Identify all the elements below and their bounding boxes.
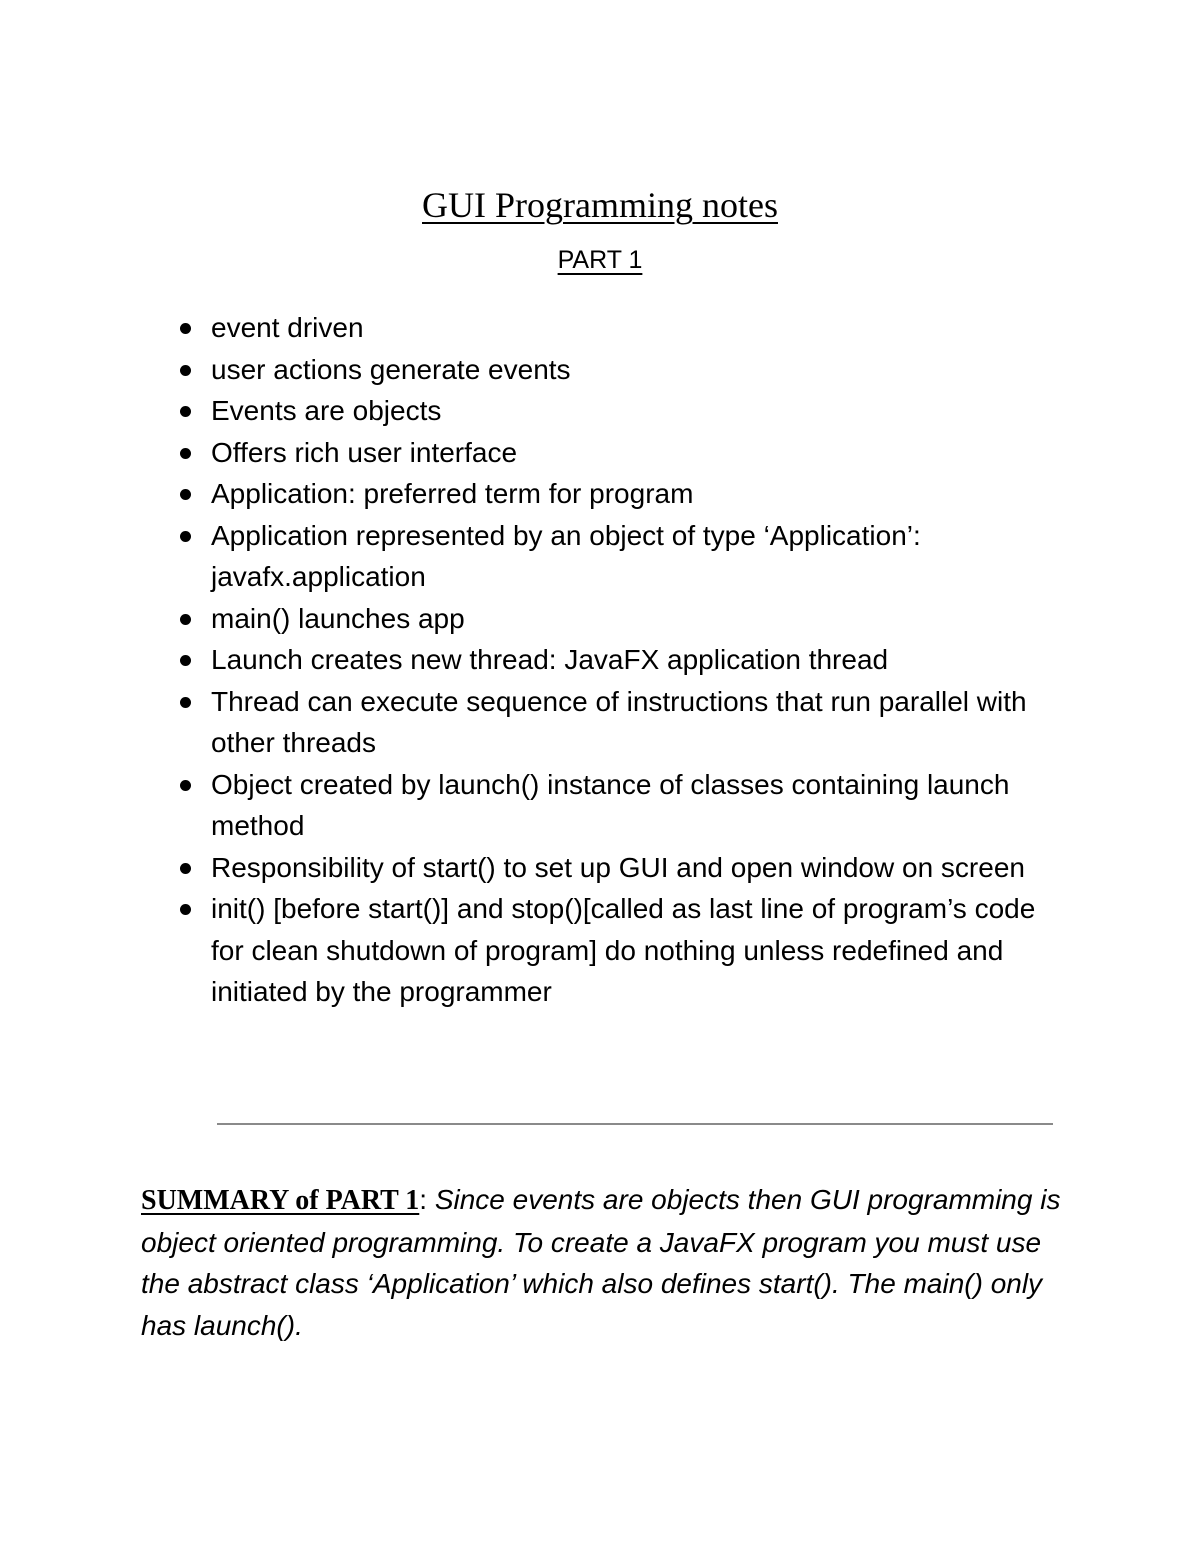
list-item [0, 515, 1071, 598]
list-item-text: Offers rich user interface [211, 436, 518, 468]
list-item-text: Launch creates new thread: JavaFX application thread [211, 644, 889, 675]
list-item [0, 598, 1071, 640]
bullet-icon [180, 365, 191, 376]
section-heading: PART 1 [557, 246, 643, 274]
list-item [0, 349, 1071, 391]
list-item-text: Object created by launch() instance of classes containing launch method [211, 768, 1010, 841]
bullet-icon [180, 780, 191, 791]
list-item-text: Application represented by an object of type ‘Application’: javafx.application [211, 519, 921, 592]
list-item [0, 888, 1071, 1013]
list-item-text: init() [before start()] and stop()[called as last line of program’s code for clean shutdown of program] do nothing unless redefined and initiated by the programmer [211, 893, 1036, 1007]
bullet-icon [180, 863, 191, 874]
notes-bullet-list [0, 307, 1200, 1013]
bullet-icon [180, 904, 191, 915]
list-item [0, 307, 1071, 349]
list-item [0, 432, 1071, 474]
list-item-text: Responsibility of start() to set up GUI and open window on screen [211, 851, 1025, 883]
bullet-icon [180, 489, 191, 500]
bullet-icon [180, 448, 191, 459]
list-item-text: Thread can execute sequence of instructions that run parallel with other threads [211, 685, 1027, 758]
list-item-text: main() launches app [211, 602, 465, 634]
list-item-text: event driven [211, 312, 364, 343]
list-item-text: user actions generate events [211, 353, 571, 385]
list-item [0, 764, 1071, 847]
list-item [0, 473, 1071, 515]
bullet-icon [180, 323, 191, 334]
list-item [0, 639, 1071, 681]
bullet-icon [180, 655, 191, 666]
list-item [0, 847, 1071, 889]
bullet-icon [180, 531, 191, 542]
summary-paragraph [141, 1179, 1071, 1346]
page-title: GUI Programming notes [422, 185, 778, 225]
summary-text: Since events are objects then GUI programming is object oriented programming. To create a JavaFX program you must use the abstract class ‘Application’ which also defines start(). The main() only has launch(). [141, 1184, 1061, 1341]
list-item-text: Events are objects [211, 395, 442, 426]
horizontal-divider [217, 1123, 1053, 1125]
summary-label: SUMMARY of PART 1 [141, 1185, 420, 1216]
list-item [0, 681, 1071, 764]
bullet-icon [180, 697, 191, 708]
list-item [0, 390, 1071, 432]
list-item-text: Application: preferred term for program [211, 478, 694, 509]
bullet-icon [180, 406, 191, 417]
summary-colon: : [419, 1184, 428, 1215]
bullet-icon [180, 614, 191, 625]
